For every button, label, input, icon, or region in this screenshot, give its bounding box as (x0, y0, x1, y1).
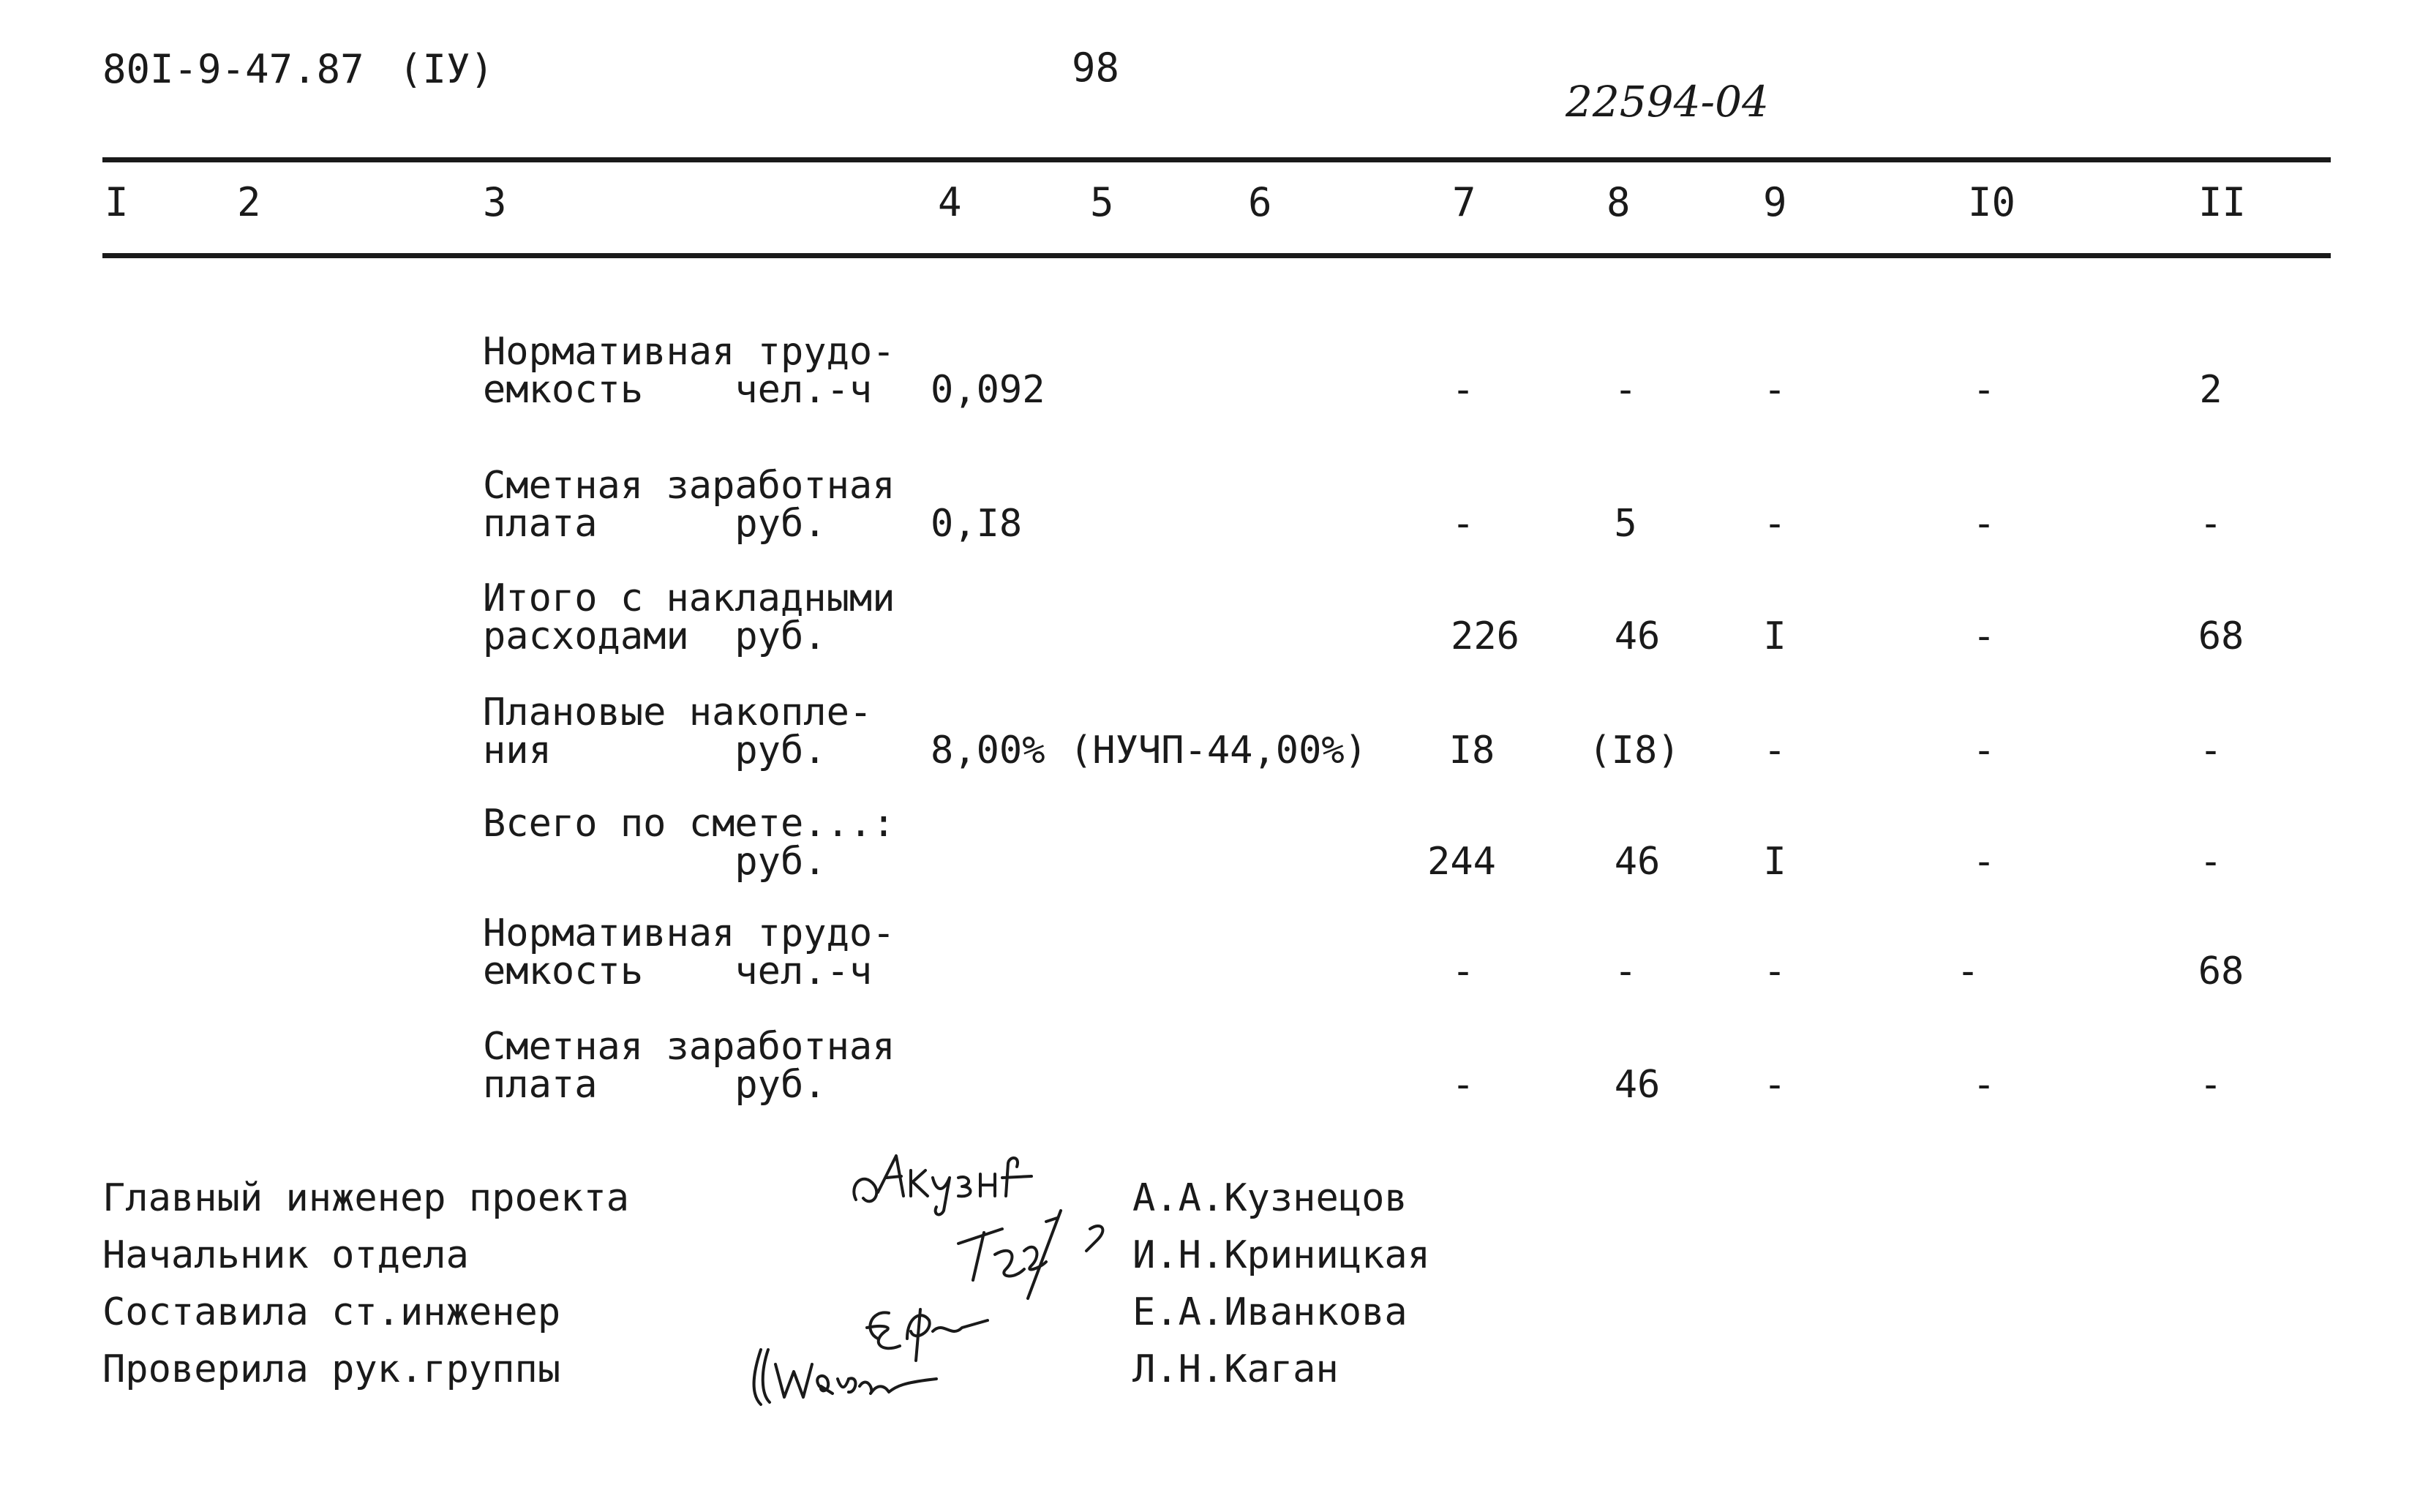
column-number: 2 (237, 179, 261, 225)
row-label-line2: руб. (483, 840, 827, 884)
row-label-line1: Нормативная трудо- (483, 330, 895, 374)
page-number: 98 (1072, 45, 1120, 91)
cell-col7: I8 (1448, 729, 1495, 772)
row-label-line2: плата руб. (483, 1063, 827, 1107)
cell-col11: - (2199, 729, 2222, 772)
volume-label: (IУ) (399, 46, 495, 92)
cell-col10: - (1972, 502, 1996, 546)
cell-col8: - (1614, 368, 1637, 412)
column-number: 5 (1090, 179, 1114, 225)
column-number: 4 (938, 179, 962, 225)
header-bottom-rule (102, 253, 2331, 258)
cell-col8: 5 (1614, 502, 1637, 546)
row-label-line2: плата руб. (483, 502, 827, 546)
cell-col9: - (1763, 1063, 1786, 1107)
cell-col8: 46 (1614, 614, 1661, 658)
cell-col10: - (1972, 368, 1996, 412)
row-label-line1: Всего по смете...: (483, 802, 895, 846)
cell-col4: 0,092 (931, 368, 1045, 412)
column-number: 3 (483, 179, 507, 225)
signature-role: Проверила рук.группы (102, 1347, 561, 1391)
cell-col8: 46 (1614, 1063, 1661, 1107)
signature-role: Составила ст.инженер (102, 1290, 561, 1334)
cell-col7: - (1451, 1063, 1475, 1107)
cell-col9: I (1763, 840, 1786, 884)
cell-col11: 68 (2198, 614, 2244, 658)
row-label-line1: Итого с накладными (483, 576, 895, 620)
cell-col8: (I8) (1588, 729, 1680, 772)
cell-col10: - (1972, 840, 1996, 884)
column-number: 6 (1248, 179, 1272, 225)
signatory-name: Е.А.Иванкова (1132, 1290, 1408, 1334)
cell-col11: 68 (2198, 949, 2244, 993)
cell-col4: 0,I8 (931, 502, 1023, 546)
cell-col4: 8,00% (931, 729, 1045, 772)
column-number: I0 (1968, 179, 2016, 225)
row-label-line2: емкость чел.-ч (483, 949, 873, 993)
cell-col9: I (1763, 614, 1786, 658)
cell-col9: - (1763, 729, 1786, 772)
column-number: I (105, 179, 129, 225)
column-number: 7 (1452, 179, 1476, 225)
cell-col11: - (2199, 1063, 2222, 1107)
row-label-line1: Нормативная трудо- (483, 911, 895, 955)
row-label-line1: Плановые накопле- (483, 691, 873, 734)
row-label-line2: ния руб. (483, 729, 827, 772)
row-label-line1: Сметная заработная (483, 464, 895, 508)
cell-col11: - (2199, 840, 2222, 884)
header-top-rule (102, 157, 2331, 162)
handwritten-signature-krinitskaya (944, 1200, 1119, 1302)
row-label-line2: расходами руб. (483, 614, 827, 658)
cell-col10: - (1972, 1063, 1996, 1107)
cell-col10: - (1972, 614, 1996, 658)
cell-col9: - (1763, 368, 1786, 412)
cell-col8: - (1614, 949, 1637, 993)
cell-col11: - (2199, 502, 2222, 546)
column-number: II (2198, 179, 2247, 225)
column-number: 9 (1763, 179, 1787, 225)
cell-col5-6: (НУЧП-44,00%) (1070, 729, 1367, 772)
cell-col9: - (1763, 949, 1786, 993)
handwritten-signature-kagan (739, 1335, 958, 1415)
signature-role: Начальник отдела (102, 1233, 469, 1277)
signature-role: Главный инженер проекта (102, 1176, 630, 1220)
cell-col8: 46 (1614, 840, 1661, 884)
signatory-name: И.Н.Криницкая (1132, 1233, 1430, 1277)
cell-col9: - (1763, 502, 1786, 546)
cell-col7: - (1451, 368, 1475, 412)
row-label-line1: Сметная заработная (483, 1025, 895, 1069)
cell-col11: 2 (2199, 368, 2222, 412)
cell-col7: - (1451, 949, 1475, 993)
cell-col7: - (1451, 502, 1475, 546)
document-code: 80I-9-47.87 (102, 46, 364, 92)
row-label-line2: емкость чел.-ч (483, 368, 873, 412)
cell-col10: - (1956, 949, 1980, 993)
cell-col7: 244 (1427, 840, 1496, 884)
signatory-name: А.А.Кузнецов (1132, 1176, 1408, 1220)
handwritten-number: 22594-04 (1566, 77, 1769, 127)
cell-col10: - (1972, 729, 1996, 772)
cell-col7: 226 (1451, 614, 1519, 658)
signatory-name: Л.Н.Каган (1132, 1347, 1339, 1391)
column-number: 8 (1607, 179, 1631, 225)
